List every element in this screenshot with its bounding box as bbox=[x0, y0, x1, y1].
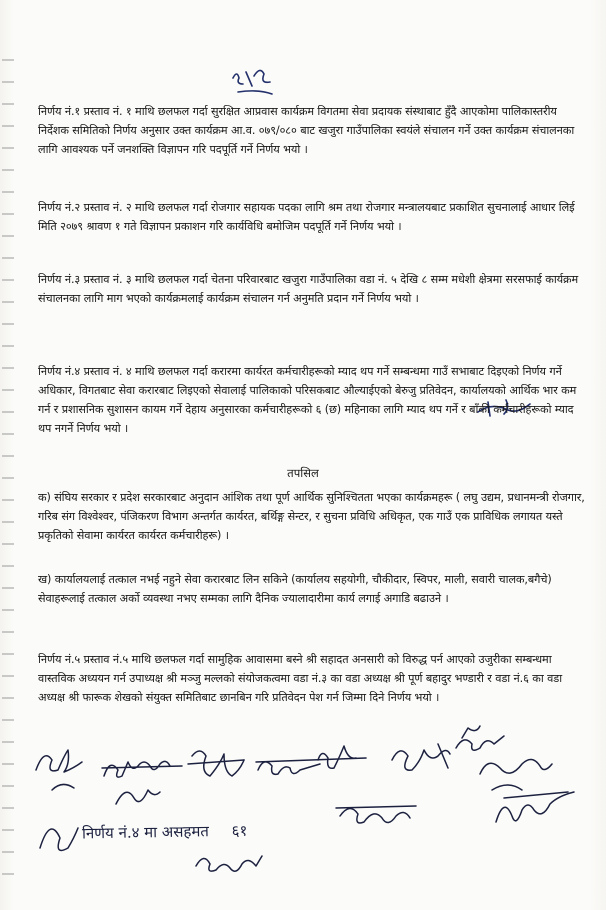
decision-5 bbox=[38, 650, 586, 707]
signature-7 bbox=[480, 759, 552, 790]
decision-3 bbox=[38, 270, 586, 308]
signature-8 bbox=[40, 828, 78, 850]
decision-4 bbox=[38, 362, 586, 438]
signature-1 bbox=[36, 750, 82, 790]
schedule-item-k-text: क) संघिय सरकार र प्रदेश सरकारबाट अनुदान आंशिक तथा पूर्ण आर्थिक सुनिश्चितता भएका कार्यक्रमहरू ( लघु उद्यम, प्रधानमन्त्री रोजगार, गरिब संग विश्वेश्वर, पंजिकरण विभाग अन्तर्गत कार्यरत, बर्थिङ्ग सेन्टर, र सुचना प्रविधि अधिकृत, एक गाउँ एक प्राविधिक लगायत यस्ते प्रकृतिको सेवामा कार्यरत कार्यरत कर्मचारीहरू) । bbox=[38, 491, 585, 542]
schedule-item-kh-text: ख) कार्यालयलाई तत्काल नभई नहुने सेवा करारबाट लिन सकिने (कार्यालय सहयोगी, चौकीदार, स्विपर, माली, सवारी चालक,बगैचे) सेवाहरूलाई तत्काल अर्को व्यवस्था नभए सम्मका लागि दैनिक ज्यालादारीमा कार्य लगाई अगाडि बढाउने । bbox=[38, 573, 552, 605]
signature-6 bbox=[456, 726, 504, 750]
signature-5 bbox=[392, 744, 450, 770]
signature-3 bbox=[188, 751, 244, 776]
dissent-note-text: निर्णय नं.४ मा असहमत bbox=[81, 822, 210, 843]
decision-2 bbox=[38, 198, 586, 236]
schedule-item-k bbox=[38, 488, 586, 545]
signature-9 bbox=[336, 806, 416, 823]
schedule-heading: तपसिल bbox=[287, 466, 319, 480]
decision-5-text: निर्णय नं.५ प्रस्ताव नं.५ माथि छलफल गर्दा सामुहिक आवासमा बस्ने श्री सहादत अनसारी को विरुद्ध पर्न आएको उजुरीका सम्बन्धमा वास्तविक अध्ययन गर्न उपाध्यक्ष श्री मञ्जु मल्लको संयोजकत्वमा वडा नं.३ का वडा अध्यक्ष श्री पूर्ण बहादुर भण्डारी र वडा नं.६ का वडा अध्यक्ष श्री फारूक शेखको संयुक्त समितिबाट छानबिन गरि प्रतिवेदन पेश गर्न जिम्मा दिने निर्णय भयो । bbox=[38, 653, 563, 704]
signature-4 bbox=[256, 746, 366, 774]
decision-3-text: निर्णय नं.३ प्रस्ताव नं. ३ माथि छलफल गर्दा चेतना परिवारबाट खजुरा गाउँपालिका वडा नं. ५ देखि ८ सम्म मधेशी क्षेत्रमा सरसफाई कार्यक्रम संचालनका लागि माग भएको कार्यक्रमलाई कार्यक्रम संचालन गर्न अनुमति प्रदान गर्ने निर्णय भयो । bbox=[38, 273, 579, 305]
decision-2-text: निर्णय नं.२ प्रस्ताव नं. २ माथि छलफल गर्दा रोजगार सहायक पदका लागि श्रम तथा रोजगार मन्त्रालयबाट प्रकाशित सुचनालाई आधार लिई मिति २०७९ श्रावण १ गते विज्ञापन प्रकाशन गरि कार्यविधि बमोजिम पदपूर्ति गर्ने निर्णय भयो । bbox=[38, 201, 575, 233]
schedule-item-kh bbox=[38, 570, 586, 608]
decision-1 bbox=[38, 102, 586, 159]
decision-4-text: निर्णय नं.४ प्रस्ताव नं. ४ माथि छलफल गर्दा करारमा कार्यरत कर्मचारीहरूको म्याद थप गर्ने सम्बन्धमा गाउँ सभाबाट दिइएको निर्णय गर्ने अधिकार, विगतबाट सेवा करारबाट लिइएको सेवालाई पालिकाको परिसकबाट औल्याईएको बेरुजु प्रतिवेदन, कार्यालयको आर्थिक भार कम गर्न र प्रशासनिक सुशासन कायम गर्ने देहाय अनुसारका कर्मचारीहरूको ६ (छ) महिनाका लागि म्याद थप गर्ने र बाँकी कर्मचारीहरूको म्याद थप नगर्ने निर्णय भयो । bbox=[38, 365, 577, 435]
dissent-note bbox=[82, 821, 248, 844]
signature-2 bbox=[102, 761, 182, 804]
signature-10 bbox=[496, 792, 574, 822]
dissent-note-number: ६१ bbox=[231, 821, 248, 840]
decision-1-text: निर्णय नं.१ प्रस्ताव नं. १ माथि छलफल गर्दा सुरक्षित आप्रवास कार्यक्रम विगतमा सेवा प्रदायक संस्थाबाट हुँदै आएकोमा पालिकास्तरीय निर्देशक समितिको निर्णय अनुसार उक्त कार्यक्रम आ.व. ०७९/०८० बाट खजुरा गाउँपालिका स्वयंले संचालन गर्ने उक्त कार्यक्रम संचालनका लागि आवश्यक पर्ने जनशक्ति विज्ञापन गरि पदपूर्ति गर्ने निर्णय भयो । bbox=[38, 105, 575, 156]
